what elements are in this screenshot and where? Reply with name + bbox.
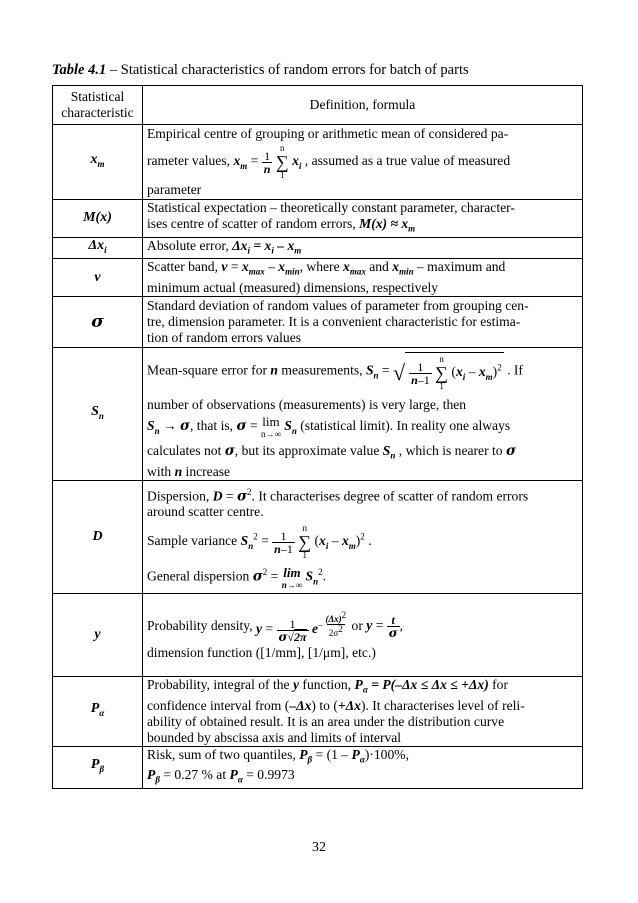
table-header-row (53, 86, 583, 125)
symbol-sn: $S_n$ (53, 348, 143, 481)
symbol-y: y (53, 593, 143, 676)
header-characteristic: Statistical characteristic (53, 86, 143, 125)
definition-pbeta: Risk, sum of two quantiles, $P_\beta = (1 - P_\alpha)\cdot 100\%$, $P_\beta = 0.27$ % at $P_\alpha = 0.9973$ (143, 746, 583, 788)
table-caption-text: – Statistical characteristics of random errors for batch of parts (106, 62, 469, 78)
statistics-table (52, 85, 583, 789)
table-row (53, 297, 583, 348)
definition-sn: Mean-square error for n measurements, $S_n$ = √ $\frac{1}{n-1}$ n ∑ 1 $(x_i - x_m)^2$ . If number of observations (measurements) is very large, then $S_n \to \sigma$, that is, σ = lim n→∞ $S_n$ (statistical limit). In reality one always calculates not σ, but its approximate value $S_n$ , which is nearer to σ with n increase (143, 348, 583, 481)
table-row (53, 259, 583, 297)
definition-sigma: Standard deviation of random values of parameter from grouping cen- tre, dimension parameter. It is a convenient characteristic for estima- tion of random errors values (143, 297, 583, 348)
definition-v: Scatter band, $v = x_{max} - x_{min}$, where $x_{max}$ and $x_{min}$ – maximum and minimum actual (measured) dimensions, respectively (143, 259, 583, 297)
table-row (53, 237, 583, 259)
table-caption (52, 61, 592, 79)
table-row (53, 125, 583, 200)
symbol-dxi: $\Delta x_i$ (53, 237, 143, 259)
table-row (53, 480, 583, 593)
symbol-sigma: σ (53, 297, 143, 348)
table-row (53, 593, 583, 676)
definition-xm: Empirical centre of grouping or arithmetic mean of considered pa- rameter values, $x_m$ = $\frac{1}{n}$ n ∑ 1 $x_i$ , assumed as a true value of measured parameter (143, 125, 583, 200)
symbol-d: D (53, 480, 143, 593)
table-label: Table 4.1 (52, 62, 107, 78)
probability-density-formula: y = $\frac{1}{\sigma√2\pi}$ e $^{- \frac{(\Delta x)^2}{2\sigma^2}}$ (256, 610, 347, 644)
definition-dxi: Absolute error, $\Delta x_i = x_i - x_m$ (143, 237, 583, 259)
mean-square-formula: $S_n$ = √ $\frac{1}{n-1}$ n ∑ 1 $(x_i - x_m)^2$ (365, 354, 502, 392)
table-row (53, 746, 583, 788)
symbol-xm: $x_m$ (53, 125, 143, 200)
definition-d: Dispersion, $D = \sigma^2$. It characterises degree of scatter of random errors around scatter centre. Sample variance $S_n^2$ = $\frac{1}{n-1}$ n ∑ 1 $(x_i - x_m)^2$ . General dispersion $\sigma^2$ = lim n→∞ $S_n^2$. (143, 480, 583, 593)
symbol-palpha: $P_\alpha$ (53, 676, 143, 746)
symbol-pbeta: $P_\beta$ (53, 746, 143, 788)
definition-mx: Statistical expectation – theoretically constant parameter, character- ises centre of scatter of random errors, $M(x) \approx x_m$ (143, 200, 583, 238)
symbol-mx: M(x) (53, 200, 143, 238)
page-number: 32 (312, 840, 326, 855)
definition-y: Probability density, y = $\frac{1}{\sigma√2\pi}$ e $^{- \frac{(\Delta x)^2}{2\sigma^2}}$ or y = $\frac{t}{\sigma}$ , dimension function ([1/mm], [1/μm], etc.) (143, 593, 583, 676)
definition-palpha: Probability, integral of the y function, $P_\alpha = P(-\Delta x \le \Delta x \le +\Delta x)$ for confidence interval from (–Δx) to (+Δx). It characterises level of reli- ability of obtained result. It is an area under the distribution curve bounded by abscissa axis and limits of interval (143, 676, 583, 746)
sample-variance-formula: $S_n^2$ = $\frac{1}{n-1}$ n ∑ 1 $(x_i - x_m)^2$ (240, 523, 365, 561)
table-row (53, 348, 583, 481)
symbol-v: v (53, 259, 143, 297)
table-row (53, 676, 583, 746)
table-row (53, 200, 583, 238)
header-definition: Definition, formula (143, 86, 583, 125)
mean-formula: $x_m$ = $\frac{1}{n}$ n ∑ 1 $x_i$ (233, 143, 302, 180)
